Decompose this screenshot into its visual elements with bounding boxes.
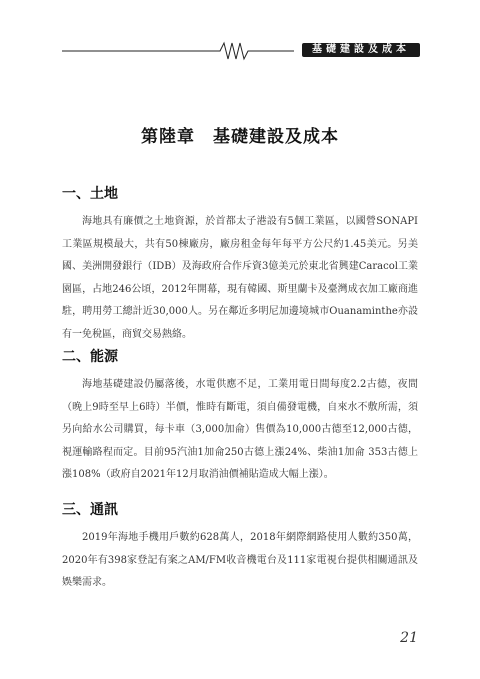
section-heading-telecom: 三、通訊 <box>62 502 118 518</box>
section-paragraph-telecom: 2019年海地手機用戶數約628萬人，2018年網際網路使用人數約350萬，2020年有398家登記有案之AM/FM收音機電台及111家電視台提供相關通訊及娛樂需求。 <box>62 532 418 588</box>
section-heading-land: 一、土地 <box>62 186 118 202</box>
header-section-label: 基礎建設及成本 <box>302 43 420 57</box>
section-heading-energy: 二、能源 <box>62 349 118 365</box>
chapter-title: 第陸章 基礎建設及成本 <box>141 127 339 147</box>
section-paragraph-energy: 海地基礎建設仍屬落後，水電供應不足，工業用電日間每度2.2古德，夜間（晚上9時至早上6時）半價，惟時有斷電，須自備發電機，自來水不敷所需，須另向給水公司購買，每卡車（3,000加侖）售價為10,000古德至12,000古德，視運輸路程而定。目前95汽油1加侖250古德上漲24%、柴油1加侖 353古德上漲108%（政府自2021年12月取消油價補貼造成大幅上漲）。 <box>62 379 418 480</box>
page-number: 21 <box>400 630 418 646</box>
running-header <box>62 40 420 62</box>
section-paragraph-land: 海地具有廉價之土地資源，於首都太子港設有5個工業區，以國營SONAPI工業區規模最大，共有50棟廠房，廠房租金每年每平方公尺約1.45美元。另美國、美洲開發銀行（IDB）及海政府合作斥資3億美元於東北省興建Caracol工業園區，占地246公頃，2012年開幕，現有韓國、斯里蘭卡及臺灣成衣加工廠商進駐，聘用勞工總計近30,000人。另在鄰近多明尼加邊境城市Ouanaminthe亦設有一免稅區，商貿交易熱絡。 <box>62 216 418 340</box>
